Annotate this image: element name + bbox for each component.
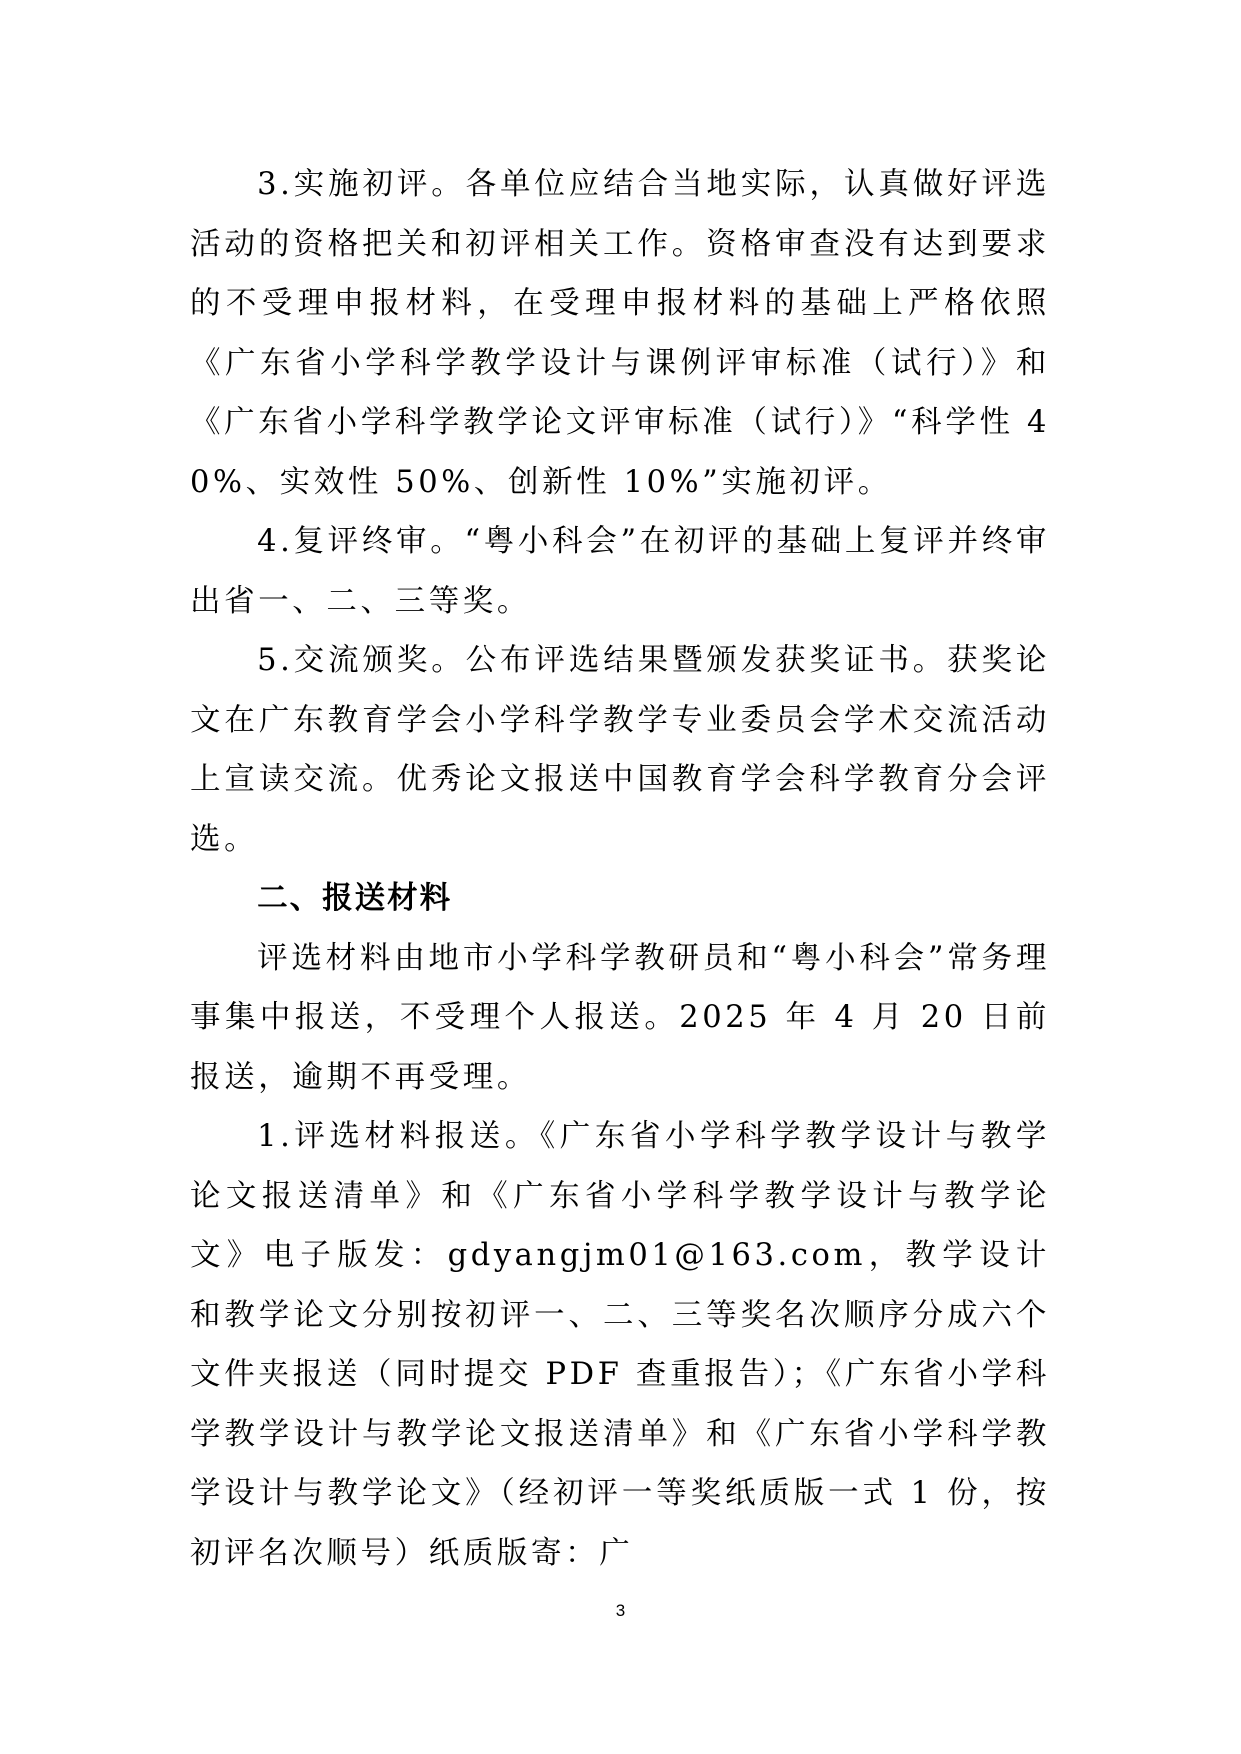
section-heading-submission-materials: 二、报送材料 [257,881,453,916]
page-number: 3 [615,1601,626,1620]
document-body [190,155,1050,1583]
paragraph-submission-rules: 评选材料由地市小学科学教研员和“粤小科会”常务理事集中报送，不受理个人报送。2025 年 4 月 20 日前报送，逾期不再受理。 [190,940,1050,1095]
paragraph-awards-exchange: 5.交流颁奖。公布评选结果暨颁发获奖证书。获奖论文在广东教育学会小学科学教学专业委员会学术交流活动上宣读交流。优秀论文报送中国教育学会科学教育分会评选。 [190,643,1050,857]
paragraph-preliminary-review: 3.实施初评。各单位应结合当地实际，认真做好评选活动的资格把关和初评相关工作。资格审查没有达到要求的不受理申报材料，在受理申报材料的基础上严格依照《广东省小学科学教学设计与课例评审标准（试行）》和《广东省小学科学教学论文评审标准（试行）》“科学性 40%、实效性 50%、创新性 10%”实施初评。 [190,167,1050,500]
paragraph-material-submission: 1.评选材料报送。《广东省小学科学教学设计与教学论文报送清单》和《广东省小学科学教学设计与教学论文》电子版发：gdyangjm01@163.com，教学设计和教学论文分别按初评一、二、三等奖名次顺序分成六个文件夹报送（同时提交 PDF 查重报告）；《广东省小学科学教学设计与教学论文报送清单》和《广东省小学科学教学设计与教学论文》（经初评一等奖纸质版一式 1 份，按初评名次顺号）纸质版寄：广 [190,1119,1050,1571]
paragraph-final-review: 4.复评终审。“粤小科会”在初评的基础上复评并终审出省一、二、三等奖。 [190,524,1050,619]
